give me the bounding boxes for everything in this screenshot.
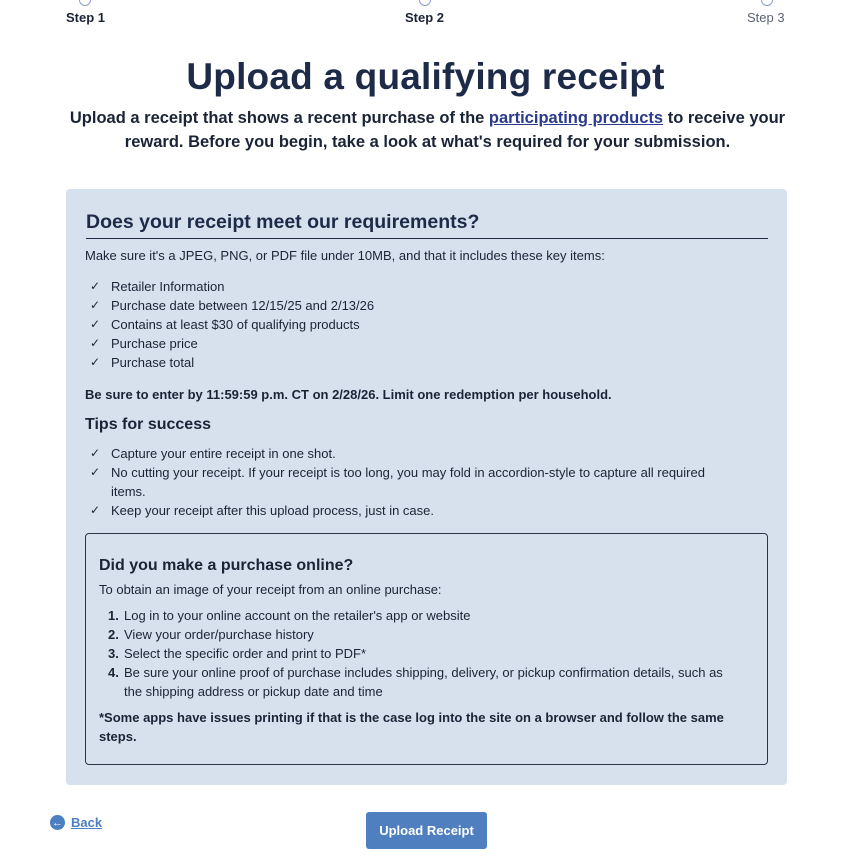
step-3-label: Step 3	[747, 10, 785, 25]
upload-receipt-button[interactable]: Upload Receipt	[366, 812, 487, 849]
step-2-indicator	[419, 0, 431, 6]
stepper	[0, 0, 851, 30]
online-steps-list	[104, 606, 744, 701]
list-item	[90, 296, 374, 315]
deadline-notice: Be sure to enter by 11:59:59 p.m. CT on 2/28/26. Limit one redemption per household.	[85, 387, 612, 402]
step-3-indicator	[761, 0, 773, 6]
tips-list	[90, 444, 740, 520]
check-icon: ✓	[90, 503, 101, 517]
list-item	[90, 334, 374, 353]
requirement-text: Purchase total	[111, 355, 195, 370]
back-label: Back	[71, 815, 103, 830]
list-item	[104, 625, 744, 644]
step-1-indicator	[79, 0, 91, 6]
online-purchase-title: Did you make a purchase online?	[99, 557, 354, 574]
list-item	[90, 444, 740, 463]
tips-title: Tips for success	[85, 416, 211, 433]
requirements-list	[90, 277, 374, 372]
requirements-subtitle: Make sure it's a JPEG, PNG, or PDF file under 10MB, and that it includes these key items:	[85, 248, 605, 263]
step-2-label: Step 2	[405, 10, 445, 25]
step-text: View your order/purchase history	[124, 627, 314, 642]
check-icon: ✓	[90, 279, 101, 293]
requirement-text: Purchase date between 12/15/25 and 2/13/26	[111, 298, 375, 313]
arrow-left-circle-icon: ←	[52, 816, 63, 829]
requirement-text: Purchase price	[111, 336, 198, 351]
list-item	[90, 315, 374, 334]
check-icon: ✓	[90, 317, 101, 331]
check-icon: ✓	[90, 355, 101, 369]
intro-text-end: to receive your reward. Before you begin, take a look at what's required for your submission.	[124, 109, 786, 151]
list-item	[104, 606, 744, 625]
online-purchase-note: *Some apps have issues printing if that is the case log into the site on a browser and follow the same steps.	[99, 710, 724, 744]
step-number: 1.	[108, 608, 119, 623]
tip-text: No cutting your receipt. If your receipt is too long, you may fold in accordion-style to capture all required items.	[111, 465, 705, 499]
intro-text-start: Upload a receipt that shows a recent purchase of the	[69, 109, 489, 127]
tip-text: Keep your receipt after this upload process, just in case.	[111, 503, 435, 518]
step-text: Log in to your online account on the retailer's app or website	[124, 608, 471, 623]
step-number: 4.	[108, 665, 119, 680]
list-item	[90, 463, 740, 501]
list-item	[104, 644, 744, 663]
check-icon: ✓	[90, 465, 101, 479]
check-icon: ✓	[90, 336, 101, 350]
page-title: Upload a qualifying receipt	[186, 56, 665, 97]
back-button[interactable]	[50, 815, 102, 830]
check-icon: ✓	[90, 446, 101, 460]
step-number: 3.	[108, 646, 119, 661]
requirement-text: Retailer Information	[111, 279, 225, 294]
step-1-label: Step 1	[66, 10, 106, 25]
online-purchase-subtitle: To obtain an image of your receipt from an online purchase:	[99, 582, 442, 597]
step-text: Select the specific order and print to PDF*	[124, 646, 367, 661]
list-item	[104, 663, 744, 701]
tip-text: Capture your entire receipt in one shot.	[111, 446, 336, 461]
participating-products-link[interactable]: participating products	[488, 109, 664, 127]
list-item	[90, 353, 374, 372]
step-number: 2.	[108, 627, 119, 642]
requirement-text: Contains at least $30 of qualifying products	[111, 317, 360, 332]
list-item	[90, 277, 374, 296]
online-purchase-box	[85, 533, 768, 765]
step-text: Be sure your online proof of purchase includes shipping, delivery, or pickup confirmation details, such as the shipping address or pickup date and time	[124, 665, 723, 699]
requirements-title: Does your receipt meet our requirements?	[86, 211, 768, 239]
page-intro	[55, 106, 800, 154]
requirements-panel	[66, 189, 787, 785]
check-icon: ✓	[90, 298, 101, 312]
list-item	[90, 501, 740, 520]
